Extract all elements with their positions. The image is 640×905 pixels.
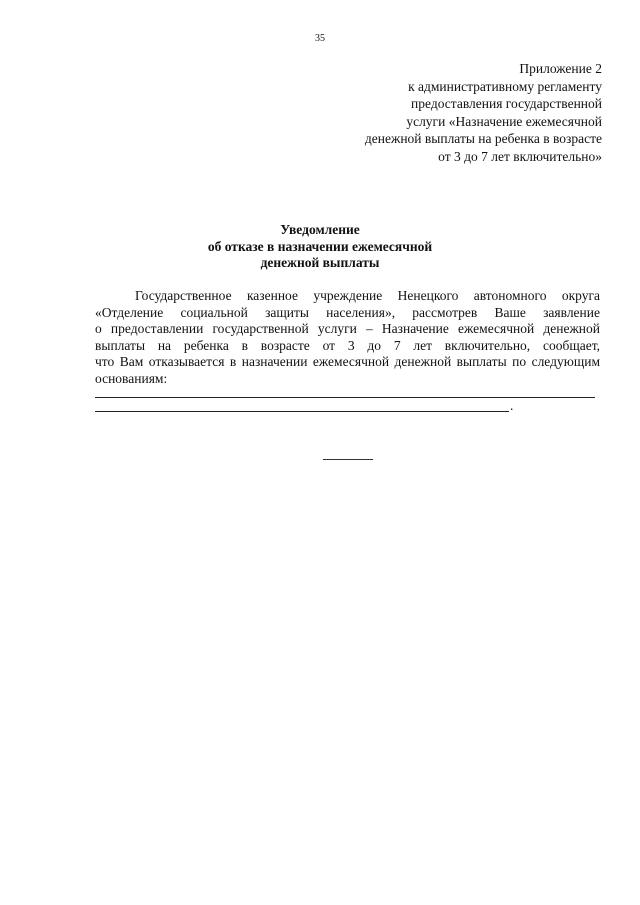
appendix-line: от 3 до 7 лет включительно»: [438, 148, 602, 164]
body-line: «Отделение социальной защиты населения», рассмотрев Ваше заявление: [95, 304, 600, 320]
body-line: основаниям:: [95, 370, 168, 386]
appendix-line: предоставления государственной: [411, 96, 602, 111]
body-line: о предоставлении государственной услуги – Назначение ежемесячной денежной: [95, 321, 600, 336]
appendix-line: к административному регламенту: [408, 78, 602, 94]
appendix-header: [302, 60, 602, 165]
reason-fill-line: [95, 397, 595, 398]
reason-fill-line: [95, 411, 509, 412]
appendix-line: Приложение 2: [519, 61, 602, 76]
body-line: что Вам отказывается в назначении ежемесячной денежной выплаты по следующим: [95, 354, 600, 369]
appendix-line: денежной выплаты на ребенка в возрасте: [364, 131, 602, 146]
page-number: 35: [315, 33, 325, 44]
title-line: денежной выплаты: [260, 255, 380, 270]
notice-body: [95, 288, 600, 387]
closing-period: .: [510, 398, 514, 413]
body-line: Государственное казенное учреждение Ненецкого автономного округа: [135, 288, 600, 303]
end-separator-line: [323, 459, 373, 460]
document-title: [0, 222, 640, 272]
title-line: Уведомление: [280, 222, 360, 237]
body-line: выплаты на ребенка в возрасте от 3 до 7 лет включительно, сообщает,: [95, 337, 600, 353]
appendix-line: услуги «Назначение ежемесячной: [406, 113, 602, 129]
title-line: об отказе в назначении ежемесячной: [207, 238, 433, 254]
